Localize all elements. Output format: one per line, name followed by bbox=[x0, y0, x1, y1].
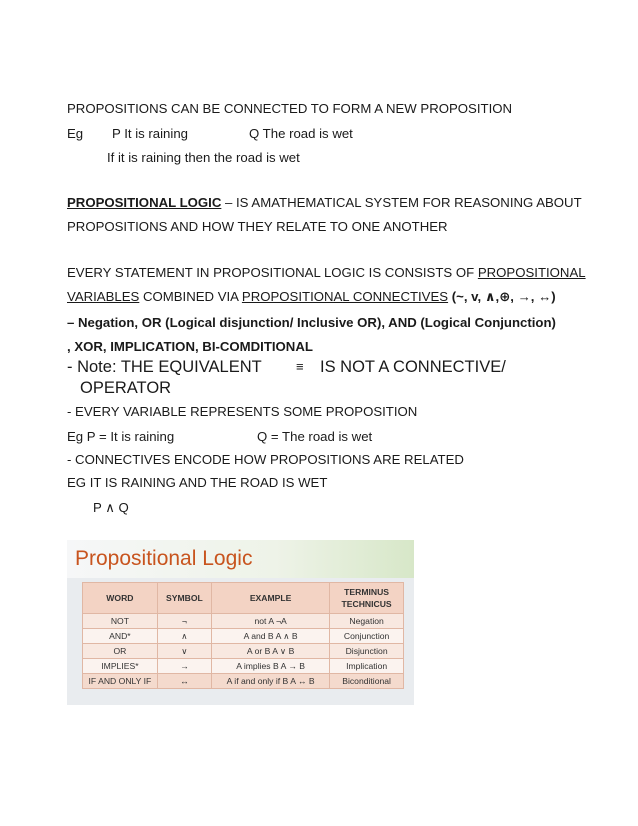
note-dash: - bbox=[67, 358, 78, 376]
example-p-2: Eg P = It is raining bbox=[67, 429, 175, 444]
cell-example: A or B A ∨ B bbox=[212, 644, 330, 659]
header-word: WORD bbox=[83, 583, 158, 614]
connectives-encode-line: - CONNECTIVES ENCODE HOW PROPOSITIONS ARE RELATED bbox=[67, 452, 464, 467]
cell-word: AND* bbox=[83, 629, 158, 644]
connective-symbols: (~, v, ∧,⊕, →, ↔) bbox=[448, 289, 556, 304]
cell-symbol: ↔ bbox=[157, 674, 211, 689]
statement-text: EVERY STATEMENT IN PROPOSITIONAL LOGIC IS CONSISTS OF bbox=[67, 265, 478, 280]
cell-terminus: Disjunction bbox=[330, 644, 404, 659]
example-q: Q The road is wet bbox=[249, 126, 353, 141]
propositional-term: PROPOSITIONAL bbox=[477, 265, 586, 280]
cell-word: IMPLIES* bbox=[83, 659, 158, 674]
header-example: EXAMPLE bbox=[212, 583, 330, 614]
cell-example: not A ¬A bbox=[212, 614, 330, 629]
cell-symbol: ∧ bbox=[157, 629, 211, 644]
note-text: Note: THE EQUIVALENT bbox=[77, 358, 262, 376]
note-text-2: IS NOT A CONNECTIVE/ bbox=[320, 358, 506, 376]
cell-word: NOT bbox=[83, 614, 158, 629]
note-operator: OPERATOR bbox=[80, 379, 172, 397]
intro-line: PROPOSITIONS CAN BE CONNECTED TO FORM A NEW PROPOSITION bbox=[67, 101, 513, 116]
connective-names-line: – Negation, OR (Logical disjunction/ Inclusive OR), AND (Logical Conjunction) bbox=[67, 315, 556, 330]
cell-word: OR bbox=[83, 644, 158, 659]
connectives-table bbox=[82, 582, 404, 689]
table-row bbox=[83, 614, 404, 629]
eg-label: Eg bbox=[67, 126, 84, 141]
definition-text: – IS AMATHEMATICAL SYSTEM FOR REASONING ABOUT bbox=[221, 195, 582, 210]
header-symbol: SYMBOL bbox=[157, 583, 211, 614]
table-row bbox=[83, 674, 404, 689]
connectives-term: PROPOSITIONAL CONNECTIVES bbox=[241, 289, 449, 304]
note-line bbox=[67, 357, 506, 377]
table-row bbox=[83, 629, 404, 644]
header-terminus: TERMINUS TECHNICUS bbox=[330, 583, 404, 614]
table-header-row bbox=[83, 583, 404, 614]
cell-symbol: ∨ bbox=[157, 644, 211, 659]
variable-line: - EVERY VARIABLE REPRESENTS SOME PROPOSITION bbox=[67, 404, 418, 419]
example-conditional: If it is raining then the road is wet bbox=[107, 150, 300, 165]
connectives-line bbox=[67, 288, 556, 306]
cell-terminus: Negation bbox=[330, 614, 404, 629]
equivalent-symbol: ≡ bbox=[296, 359, 304, 374]
example-line-1 bbox=[67, 125, 353, 143]
example-and-line: EG IT IS RAINING AND THE ROAD IS WET bbox=[67, 475, 328, 490]
propositional-logic-term: PROPOSITIONAL LOGIC bbox=[67, 195, 222, 210]
cell-terminus: Conjunction bbox=[330, 629, 404, 644]
table-row bbox=[83, 659, 404, 674]
cell-terminus: Biconditional bbox=[330, 674, 404, 689]
definition-line bbox=[67, 194, 582, 212]
cell-terminus: Implication bbox=[330, 659, 404, 674]
connective-names-line-2: , XOR, IMPLICATION, BI-COMDITIONAL bbox=[67, 339, 313, 354]
example-q-2: Q = The road is wet bbox=[257, 429, 373, 444]
cell-example: A and B A ∧ B bbox=[212, 629, 330, 644]
p-and-q-expression: P ∧ Q bbox=[93, 500, 129, 515]
definition-line-2: PROPOSITIONS AND HOW THEY RELATE TO ONE ANOTHER bbox=[67, 219, 448, 234]
variables-term: VARIABLES bbox=[67, 289, 140, 304]
cell-example: A implies B A → B bbox=[212, 659, 330, 674]
cell-symbol: → bbox=[157, 659, 211, 674]
figure-title: Propositional Logic bbox=[67, 540, 414, 578]
cell-symbol: ¬ bbox=[157, 614, 211, 629]
cell-word: IF AND ONLY IF bbox=[83, 674, 158, 689]
table-row bbox=[83, 644, 404, 659]
example-line-2 bbox=[67, 428, 373, 446]
cell-example: A if and only if B A ↔ B bbox=[212, 674, 330, 689]
example-p: P It is raining bbox=[112, 126, 188, 141]
combined-text: COMBINED VIA bbox=[139, 289, 242, 304]
propositional-logic-table-image bbox=[67, 540, 414, 705]
statement-line bbox=[67, 264, 586, 282]
